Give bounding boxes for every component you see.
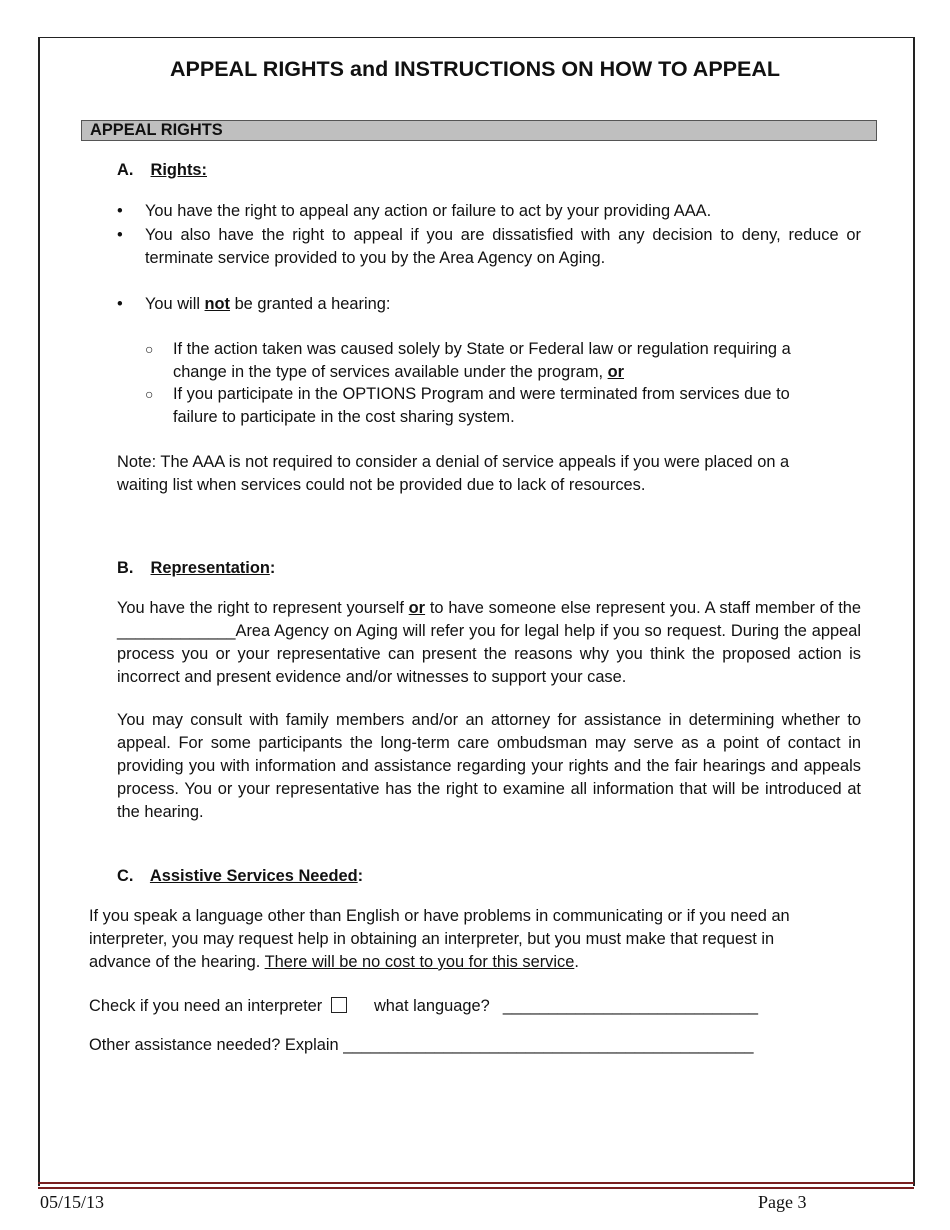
section-c-heading bbox=[117, 865, 363, 888]
bullet-icon: • bbox=[117, 226, 123, 244]
interpreter-label: Check if you need an interpreter bbox=[89, 997, 323, 1015]
no-hearing-reason-1 bbox=[173, 338, 833, 384]
no-cost-text: There will be no cost to you for this service bbox=[264, 953, 575, 971]
representation-paragraph-1 bbox=[117, 597, 861, 689]
section-c-letter: C. bbox=[117, 867, 134, 885]
rights-bullet-3 bbox=[145, 293, 861, 316]
other-assistance-row bbox=[89, 1034, 869, 1057]
circle-bullet-icon: ○ bbox=[145, 386, 154, 402]
no-hearing-reason-2: If you participate in the OPTIONS Program and were terminated from services due to failure to participate in the cost sharing system. bbox=[173, 385, 790, 426]
agency-name-blank: _____________ bbox=[117, 622, 236, 640]
section-c-colon: : bbox=[357, 867, 364, 885]
section-c-title: Assistive Services Needed bbox=[149, 867, 358, 885]
section-b-letter: B. bbox=[117, 559, 134, 577]
interpreter-checkbox[interactable] bbox=[331, 997, 347, 1013]
section-bar-appeal-rights: APPEAL RIGHTS bbox=[81, 120, 877, 141]
bullet-icon: • bbox=[117, 202, 123, 220]
bullet-icon: • bbox=[117, 295, 123, 313]
assistive-period: . bbox=[574, 953, 579, 971]
section-b-title: Representation bbox=[150, 559, 270, 577]
sub1-text: If the action taken was caused solely by State or Federal law or regulation requiring a change in the type of services available under the program, bbox=[173, 340, 791, 381]
footer-page-number: Page 3 bbox=[758, 1192, 807, 1212]
section-a-heading bbox=[117, 159, 207, 182]
language-label: what language? bbox=[373, 997, 490, 1015]
footer-date: 05/15/13 bbox=[40, 1192, 105, 1212]
bullet3-not: not bbox=[204, 295, 231, 313]
p1-c: Area Agency on Aging will refer you for legal help if you so request. During the appeal process you or your representative can present the reasons why you think the proposed action is incorrect and present evidence and/or witnesses to support your case. bbox=[117, 622, 861, 686]
representation-paragraph-2: You may consult with family members and/or an attorney for assistance in determining whether to appeal. For some participants the long-term care ombudsman may serve as a point of contact in providing you with information and assistance regarding your rights and the fair hearings and appeals process. You or your representative has the right to examine all information that will be introduced at the hearing. bbox=[117, 711, 861, 821]
bullet3-post: be granted a hearing: bbox=[230, 295, 391, 313]
language-input[interactable]: ____________________________ bbox=[502, 997, 759, 1015]
rights-bullet-1: You have the right to appeal any action or failure to act by your providing AAA. bbox=[145, 202, 712, 220]
page-title: APPEAL RIGHTS and INSTRUCTIONS ON HOW TO APPEAL bbox=[170, 57, 780, 81]
section-a-title: Rights: bbox=[150, 161, 207, 179]
bullet3-pre: You will bbox=[145, 295, 205, 313]
interpreter-row bbox=[89, 995, 869, 1018]
other-assistance-label: Other assistance needed? Explain bbox=[89, 1036, 339, 1054]
sub1-or: or bbox=[607, 363, 625, 381]
assistive-text: If you speak a language other than English or have problems in communicating or if you need an interpreter, you may request help in obtaining an interpreter, but you must make that request in advance of the hearing. bbox=[89, 907, 790, 971]
section-b-heading bbox=[117, 557, 275, 580]
other-assistance-input[interactable]: _____________________________________________ bbox=[343, 1036, 754, 1054]
note-paragraph: Note: The AAA is not required to consider a denial of service appeals if you were placed on a waiting list when services could not be provided due to lack of resources. bbox=[117, 453, 790, 494]
footer-rule bbox=[38, 1187, 914, 1189]
p1-or: or bbox=[408, 599, 426, 617]
circle-bullet-icon: ○ bbox=[145, 341, 154, 357]
p1-a: You have the right to represent yourself bbox=[117, 599, 409, 617]
footer-rule bbox=[38, 1182, 914, 1184]
assistive-paragraph bbox=[89, 905, 829, 974]
p1-b: to have someone else represent you. A staff member of the bbox=[425, 599, 861, 617]
rights-bullet-2: You also have the right to appeal if you are dissatisfied with any decision to deny, reduce or terminate service provided to you by the Area Agency on Aging. bbox=[145, 226, 861, 267]
section-a-letter: A. bbox=[117, 161, 134, 179]
section-b-colon: : bbox=[269, 559, 276, 577]
